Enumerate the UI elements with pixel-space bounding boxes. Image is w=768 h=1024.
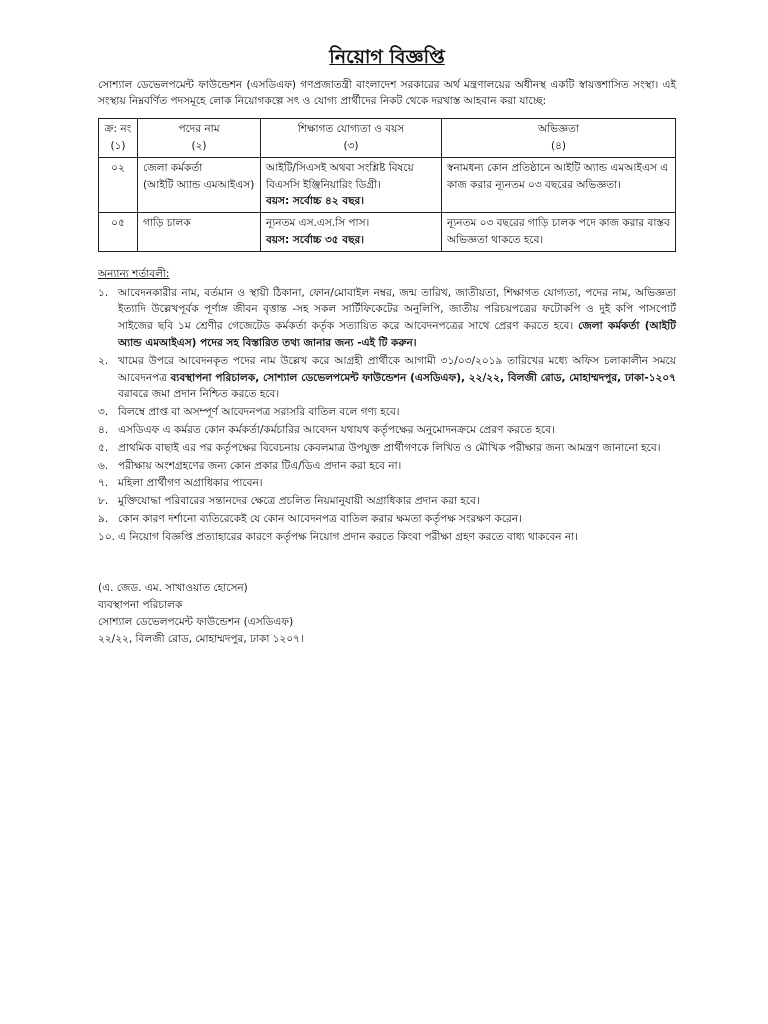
row-experience: স্বনামধন্য কোন প্রতিষ্ঠানে আইটি অ্যান্ড এমআইএস এ কাজ করার ন্যূনতম ০৩ বছরের অভিজ্ঞতা। (442, 157, 676, 212)
table-header-row (99, 119, 676, 158)
header-serial: ক্র: নং (১) (99, 119, 138, 158)
conditions-heading: অন্যান্য শর্তাবলী: (98, 267, 170, 280)
header-qualification: শিক্ষাগত যোগ্যতা ও বয়স (৩) (261, 119, 442, 158)
row-post: জেলা কর্মকর্তা (আইটি অ্যান্ড এমআইএস) (138, 157, 261, 212)
signatory-address: ২২/২২, বিলজী রোড, মোহাম্মদপুর, ঢাকা ১২০৭। (98, 633, 304, 646)
header-post: পদের নাম (২) (138, 119, 261, 158)
table-row (99, 213, 676, 252)
signature-block (98, 580, 676, 649)
notice-title: নিয়োগ বিজ্ঞপ্তি (329, 46, 445, 68)
row-qualification: আইটি/সিএসই অথবা সংশ্লিষ্ট বিষয়ে বিএসসি ইঞ্জিনিয়ারিং ডিগ্রী। বয়স: সর্বোচ্চ ৪২ বছর। (261, 157, 442, 212)
table-row (99, 157, 676, 212)
row-qualification: ন্যূনতম এস.এস.সি পাস। বয়স: সর্বোচ্চ ৩৫ বছর। (261, 213, 442, 252)
notice-page (98, 44, 676, 649)
list-item: ১০. এ নিয়োগ বিজ্ঞপ্তি প্রত্যাহারের কারণে কর্তৃপক্ষ নিয়োগ প্রদান করতে কিংবা পরীক্ষা গ্রহণ করতে বাধ্য থাকবেন না। (98, 530, 578, 543)
list-item: ১. আবেদনকারীর নাম, বর্তমান ও স্থায়ী ঠিকানা, ফোন/মোবাইল নম্বর, জন্ম তারিখ, জাতীয়তা, শিক্ষাগত যোগ্যতা, পদের নাম, অভিজ্ঞতা ইত্যাদি উল্লেখপূর্বক পূর্ণাঙ্গ জীবন বৃত্তান্ত -সহ সকল সার্টিফিকেটের অনুলিপি, জাতীয় পরিচয়পত্রের ফটোকপি ও দুই কপি পাসপোর্ট সাইজের ছবি ১ম শ্রেণীর গেজেটেড কর্মকর্তা কর্তৃক সত্যায়িত করে আবেদনপত্রের সাথে প্রেরণ করতে হবে। জেলা কর্মকর্তা (আইটি অ্যান্ড এমআইএস) পদের সহ বিস্তারিত তথ্য জানার জন্য -এই টি করুন। (98, 286, 676, 349)
list-item: ২. খামের উপরে আবেদনকৃত পদের নাম উল্লেখ করে আগ্রহী প্রার্থীকে আগামী ৩১/০৩/২০১৯ তারিখের মধ্যে অফিস চলাকালীন সময়ে আবেদনপত্র ব্যবস্থাপনা পরিচালক, সোশ্যাল ডেভেলপমেন্ট ফাউন্ডেশন (এসডিএফ), ২২/২২, বিলজী রোড, মোহাম্মদপুর, ঢাকা-১২০৭ বরাবরে জমা প্রদান নিশ্চিত করতে হবে। (98, 354, 676, 401)
list-item: ৮. মুক্তিযোদ্ধা পরিবারের সন্তানদের ক্ষেত্রে প্রচলিত নিয়মানুযায়ী অগ্রাধিকার প্রদান করা হবে। (98, 495, 480, 508)
header-experience: অভিজ্ঞতা (৪) (442, 119, 676, 158)
row-post: গাড়ি চালক (138, 213, 261, 252)
list-item: ৪. এসডিএফ এ কর্মরত কোন কর্মকর্তা/কর্মচারির আবেদন যথাযথ কর্তৃপক্ষের অনুমোদনক্রমে প্রেরণ করতে হবে। (98, 423, 555, 436)
signatory-designation: ব্যবস্থাপনা পরিচালক (98, 598, 183, 611)
row-experience: ন্যূনতম ০৩ বছরের গাড়ি চালক পদে কাজ করার বাস্তব অভিজ্ঞতা থাকতে হবে। (442, 213, 676, 252)
conditions-list (98, 285, 676, 546)
row-serial: ০২ (99, 157, 138, 212)
signatory-name: (এ. জেড. এম. সাখাওয়াত হোসেন) (98, 581, 248, 594)
intro-paragraph: সোশ্যাল ডেভেলপমেন্ট ফাউন্ডেশন (এসডিএফ) গণপ্রজাতন্ত্রী বাংলাদেশ সরকারের অর্থ মন্ত্রণালয়ের অধীনস্থ একটি স্বায়ত্তশাসিত সংস্থা। এই সংস্থায় নিম্নবর্ণিত পদসমূহে লোক নিয়োগকল্পে সৎ ও যোগ্য প্রার্থীদের নিকট থেকে দরখাস্ত আহবান করা যাচ্ছে: (98, 78, 676, 108)
signatory-organization: সোশ্যাল ডেভেলপমেন্ট ফাউন্ডেশন (এসডিএফ) (98, 616, 294, 629)
list-item: ৬. পরীক্ষায় অংশগ্রহণের জন্য কোন প্রকার টিএ/ডিএ প্রদান করা হবে না। (98, 459, 402, 472)
list-item: ৯. কোন কারণ দর্শানো ব্যতিরেকেই যে কোন আবেদনপত্র বাতিল করার ক্ষমতা কর্তৃপক্ষ সংরক্ষণ করেন। (98, 512, 522, 525)
list-item: ৭. মহিলা প্রার্থীগণ অগ্রাধিকার পাবেন। (98, 477, 263, 490)
row-serial: ০৫ (99, 213, 138, 252)
list-item: ৩. বিলম্বে প্রাপ্ত বা অসম্পূর্ণ আবেদনপত্র সরাসরি বাতিল বলে গণ্য হবে। (98, 406, 400, 419)
list-item: ৫. প্রাথমিক বাছাই এর পর কর্তৃপক্ষের বিবেচনায় কেবলমাত্র উপযুক্ত প্রার্থীগণকে লিখিত ও মৌখিক পরীক্ষার জন্য আমন্ত্রণ জানানো হবে। (98, 441, 661, 454)
vacancy-table (98, 118, 676, 252)
